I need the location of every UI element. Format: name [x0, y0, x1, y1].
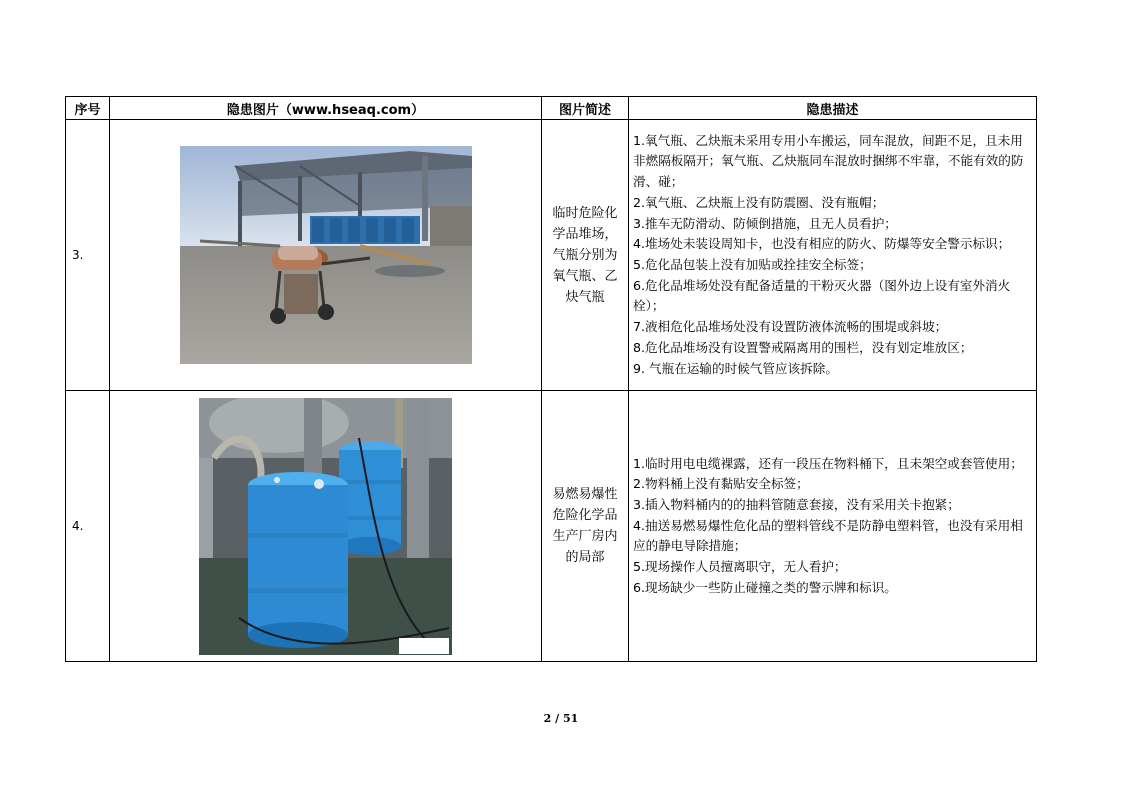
desc-item: 3.推车无防滑动、防倾倒措施，且无人员看护； — [633, 215, 897, 231]
brief-line: 危险化学品 — [552, 508, 618, 523]
row-photo — [110, 120, 542, 391]
desc-item: 1.临时用电电缆裸露，还有一段压在物料桶下，且未架空或套管使用； — [633, 455, 1023, 471]
table-row — [66, 120, 1037, 391]
header-seq: 序号 — [66, 97, 110, 120]
desc-item: 1.氧气瓶、乙炔瓶未采用专用小车搬运，同车混放，间距不足，且未用非燃隔板隔开；氧气瓶、乙炔瓶同车混放时捆绑不牢靠，不能有效的防滑、碰； — [633, 132, 1024, 190]
desc-item: 5.现场操作人员擅离职守，无人看护； — [633, 559, 847, 575]
desc-item: 7.液相危化品堆场处没有设置防液体流畅的围堤或斜坡； — [633, 319, 948, 335]
row-seq: 4. — [66, 391, 110, 662]
table-row — [66, 391, 1037, 662]
desc-item: 4.抽送易燃易爆性危化品的塑料管线不是防静电塑料管，也没有采用相应的静电导除措施； — [633, 517, 1023, 554]
brief-line: 氧气瓶、乙 — [552, 268, 618, 284]
header-desc: 隐患描述 — [629, 97, 1037, 120]
brief-line: 临时危险化 — [552, 205, 618, 221]
desc-item: 2.物料桶上没有黏贴安全标签； — [633, 476, 809, 492]
hazard-photo-drums — [199, 398, 452, 655]
brief-line: 炔气瓶 — [565, 289, 605, 305]
row-brief — [542, 391, 629, 662]
brief-line: 气瓶分别为 — [552, 247, 618, 263]
hazard-photo-gas-cylinders — [180, 146, 472, 364]
row-seq: 3. — [66, 120, 110, 391]
desc-item: 6.现场缺少一些防止碰撞之类的警示牌和标识。 — [633, 579, 897, 595]
hazard-table — [65, 96, 1037, 662]
brief-line: 学品堆场， — [552, 226, 618, 242]
header-brief: 图片简述 — [542, 97, 629, 120]
desc-item: 8.危化品堆场没有设置警戒隔离用的围栏，没有划定堆放区； — [633, 339, 973, 355]
desc-item: 5.危化品包装上没有加贴或拴挂安全标签； — [633, 257, 872, 272]
table-header-row — [66, 97, 1037, 120]
header-photo: 隐患图片（www.hseaq.com） — [110, 97, 542, 120]
row-desc — [629, 120, 1037, 391]
row-desc — [629, 391, 1037, 662]
desc-item: 3.插入物料桶内的的抽料管随意套接，没有采用关卡抱紧； — [633, 496, 960, 512]
desc-item: 9. 气瓶在运输的时候气管应该拆除。 — [633, 360, 838, 376]
page-number: 2 / 51 — [543, 712, 579, 725]
brief-line: 生产厂房内 — [552, 529, 618, 544]
brief-line: 的局部 — [565, 550, 605, 565]
desc-item: 4.堆场处未装设周知卡，也没有相应的防火、防爆等安全警示标识； — [633, 236, 1011, 252]
desc-item: 2.氧气瓶、乙炔瓶上没有防震圈、没有瓶帽； — [633, 194, 885, 210]
brief-line: 易燃易爆性 — [552, 487, 618, 502]
row-photo — [110, 391, 542, 662]
desc-item: 6.危化品堆场处没有配备适量的干粉灭火器（图外边上设有室外消火栓）； — [633, 277, 1011, 314]
row-brief — [542, 120, 629, 391]
